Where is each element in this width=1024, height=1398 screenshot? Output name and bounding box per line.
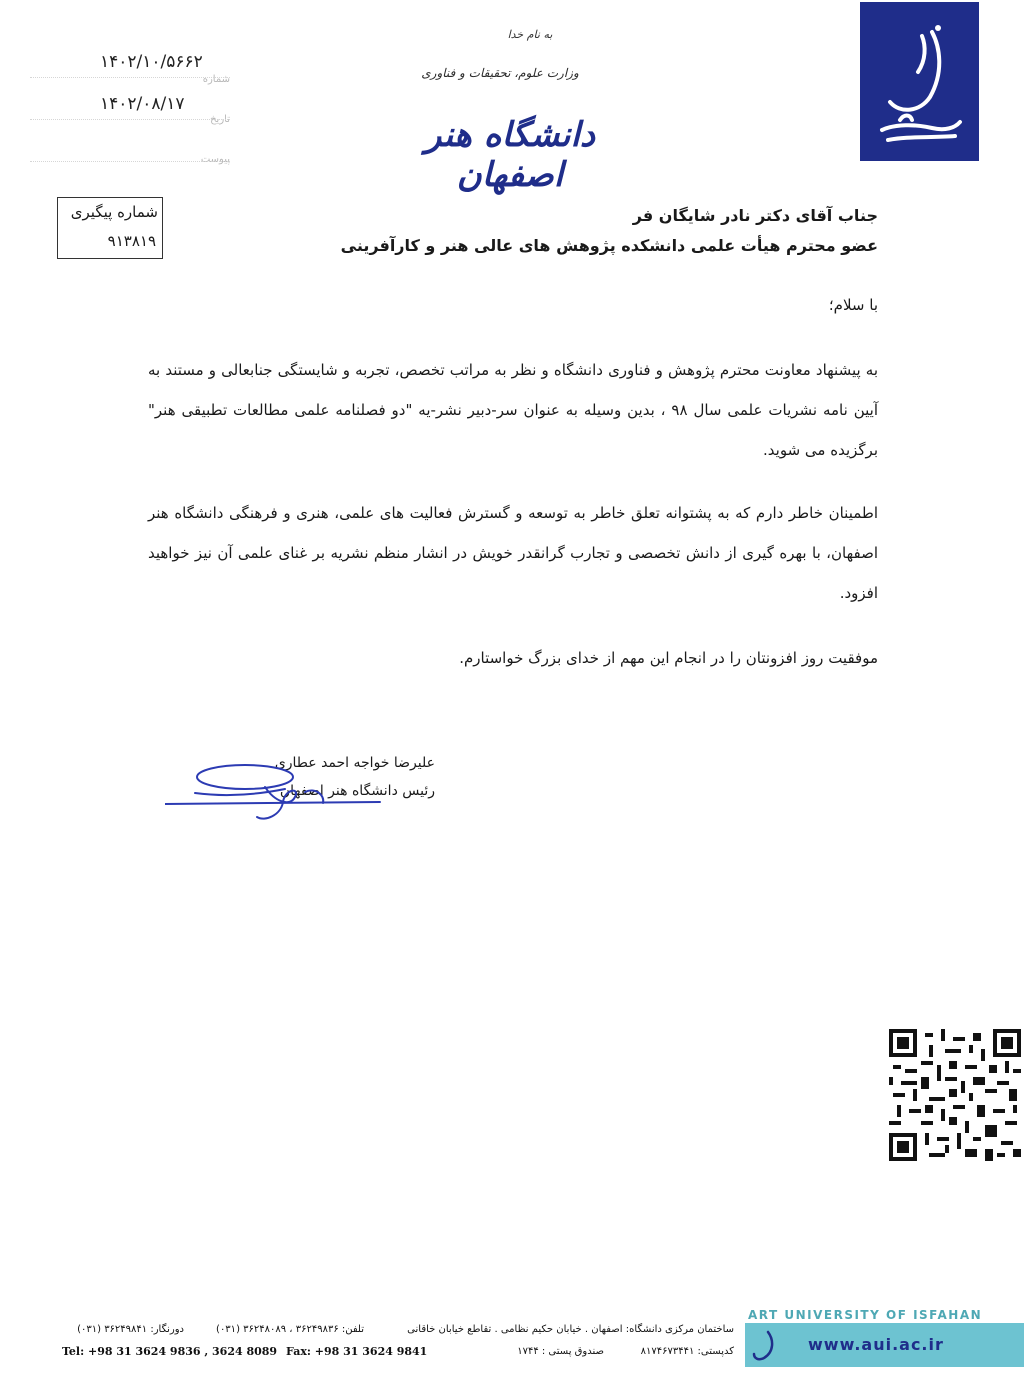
paragraph-closing: موفقیت روز افزونتان را در انجام این مهم از خدای بزرگ خواستارم. — [459, 649, 878, 667]
qr-code — [889, 1029, 1021, 1161]
university-logo — [860, 2, 979, 161]
footer-po-box: صندوق پستی : ۱۷۴۴ — [517, 1346, 604, 1357]
paragraph-confidence: اطمینان خاطر دارم که به پشتوانه تعلق خاطر به توسعه و گسترش فعالیت های علمی، هنری و فرهنگی دانشگاه هنر اصفهان، با بهره گیری از دانش تخصصی و تجارب گرانقدر خویش در انشار منظم نشریه بر غنای علمی آن نیز خواهید افزود. — [148, 504, 878, 602]
letter-date-label: تاریخ — [210, 114, 230, 125]
logo-calligraphy-icon — [860, 2, 979, 161]
greeting: با سلام؛ — [828, 296, 878, 314]
ministry-name: وزارت علوم، تحقیقات و فناوری — [421, 66, 579, 80]
letter-number-row — [30, 52, 230, 85]
bismillah-text: به نام خدا — [507, 28, 553, 41]
signer-name: علیرضا خواجه احمد عطاری — [274, 755, 435, 771]
letter-number-label: شماره — [202, 74, 230, 85]
paragraph-appointment: به پیشنهاد معاونت محترم پژوهش و فناوری دانشگاه و نظر به مراتب تخصص، تجربه و شایستگی جنابعالی و مستند به آیین نامه نشریات علمی سال ۹۸ ، بدین وسیله به عنوان سر-دبیر نشر-یه "دو فصلنامه علمی مطالعات تطبیقی هنر" برگزیده می شوید. — [148, 361, 878, 459]
letter-date-row — [30, 94, 230, 125]
addressee-name: جناب آقای دکتر نادر شایگان فر — [632, 206, 878, 225]
footer-postal-code: کدپستی: ۸۱۷۴۶۷۳۴۴۱ — [640, 1346, 734, 1357]
university-wordmark: دانشگاه هنر اصفهان — [424, 115, 596, 195]
footer-fax-en: Fax: +98 31 3624 9841 — [286, 1345, 428, 1358]
footer-address: ساختمان مرکزی دانشگاه: اصفهان . خیابان حکیم نظامی . تقاطع خیابان خاقانی — [407, 1324, 734, 1335]
letter-number-value: ۱۴۰۲/۱۰/۵۶۶۲ — [100, 52, 203, 72]
footer-phone-fa: تلفن: ۳۶۲۴۹۸۳۶ ، ۳۶۲۴۸۰۸۹ (۰۳۱) — [216, 1324, 364, 1335]
footer-english-name: ART UNIVERSITY OF ISFAHAN — [748, 1308, 983, 1322]
tracking-value: ۹۱۳۸۱۹ — [107, 232, 156, 250]
footer-fax-fa: دورنگار: ۳۶۲۴۹۸۴۱ (۰۳۱) — [77, 1324, 184, 1335]
footer-tel-en: Tel: +98 31 3624 9836 , 3624 8089 — [62, 1345, 278, 1358]
footer-logo-icon — [750, 1328, 780, 1364]
tracking-number-box — [57, 197, 163, 259]
letter-date-value: ۱۴۰۲/۰۸/۱۷ — [100, 94, 185, 114]
tracking-label: شماره پیگیری — [70, 203, 158, 221]
addressee-title: عضو محترم هیأت علمی دانشکده پژوهش های عالی هنر و کارآفرینی — [340, 236, 878, 255]
letter-attachment-row — [30, 136, 230, 165]
footer-website-link[interactable]: www.aui.ac.ir — [808, 1335, 944, 1354]
letter-attachment-label: پیوست — [200, 154, 230, 165]
signer-title: رئیس دانشگاه هنر اصفهان — [279, 783, 435, 799]
handwritten-signature — [165, 757, 390, 827]
